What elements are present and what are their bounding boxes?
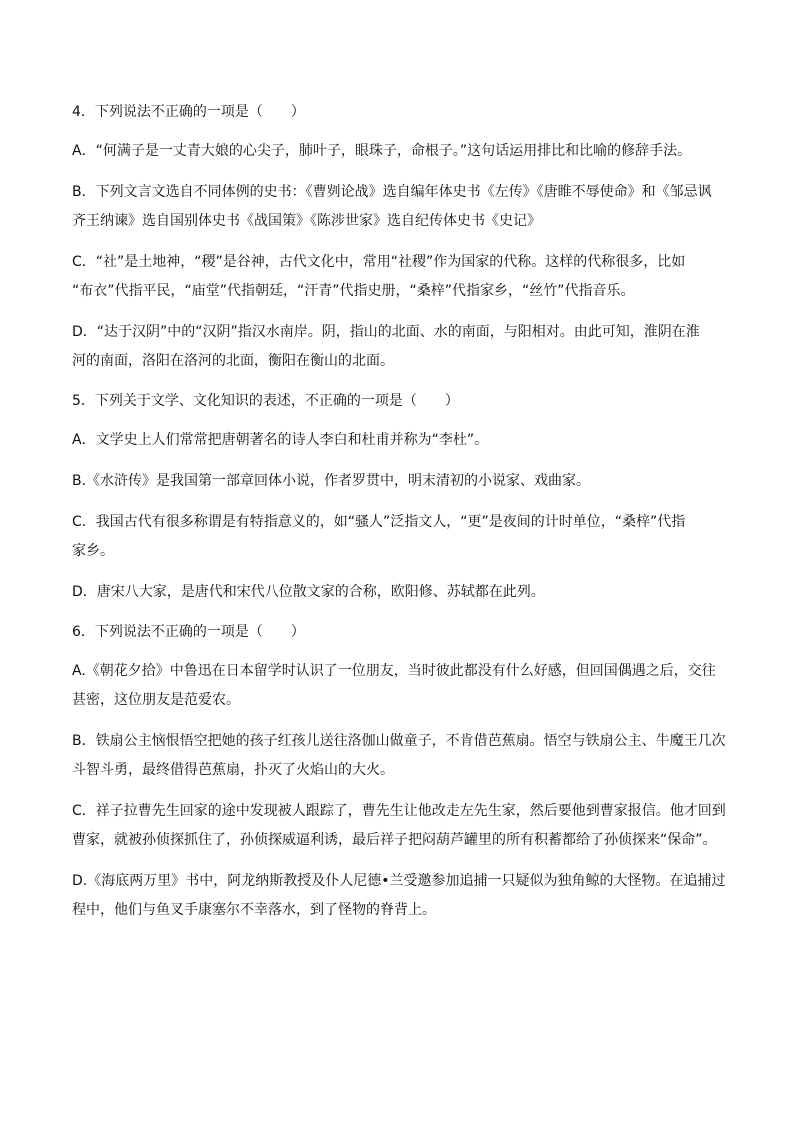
question-stem: 5．下列关于文学、文化知识的表述，不正确的一项是（ ） bbox=[72, 393, 459, 409]
option-d bbox=[72, 318, 724, 376]
option-b bbox=[72, 178, 724, 236]
option-line: 程中，他们与鱼叉手康塞尔不幸落水，到了怪物的脊背上。 bbox=[72, 902, 436, 918]
option-line: B.《水浒传》是我国第一部章回体小说，作者罗贯中，明末清初的小说家、戏曲家。 bbox=[72, 473, 591, 489]
option-line: D.《海底两万里》书中，阿龙纳斯教授及仆人尼德•兰受邀参加追捕一只疑似为独角鲸的大怪物。在追捕过 bbox=[72, 873, 726, 889]
option-line: C．“社”是土地神，“稷”是谷神，古代文化中，常用“社稷”作为国家的代称。这样的代称很多，比如 bbox=[72, 254, 686, 270]
option-c bbox=[72, 797, 724, 855]
option-line: C．祥子拉曹先生回家的途中发现被人跟踪了，曹先生让他改走左先生家，然后要他到曹家报信。他才回到 bbox=[72, 803, 726, 819]
option-line: 斗智斗勇，最终借得芭蕉扇，扑灭了火焰山的大火。 bbox=[72, 762, 394, 778]
option-line: 齐王纳谏》选自国别体史书《战国策》《陈涉世家》选自纪传体史书《史记》 bbox=[72, 213, 541, 229]
option-line: C．我国古代有很多称谓是有特指意义的，如“骚人”泛指文人，“更”是夜间的计时单位，“桑梓”代指 bbox=[72, 514, 686, 530]
option-line: B．下列文言文选自不同体例的史书：《曹刿论战》选自编年体史书《左传》《唐睢不辱使命》和《邹忌讽 bbox=[72, 184, 712, 200]
option-line: D．“达于汉阴”中的“汉阴”指汉水南岸。阴，指山的北面、水的南面，与阳相对。由此可知，淮阴在淮 bbox=[72, 324, 700, 340]
option-line: 曹家，就被孙侦探抓住了，孙侦探威逼利诱，最后祥子把闷葫芦罐里的所有积蓄都给了孙侦探来“保命”。 bbox=[72, 832, 717, 848]
option-line: A.《朝花夕拾》中鲁迅在日本留学时认识了一位朋友，当时彼此都没有什么好感，但回国偶遇之后，交往 bbox=[72, 663, 716, 679]
option-line: “布衣”代指平民，“庙堂”代指朝廷，“汗青”代指史册，“桑梓”代指家乡，“丝竹”代指音乐。 bbox=[72, 283, 635, 299]
question-4 bbox=[72, 99, 724, 376]
option-line: 家乡。 bbox=[72, 543, 114, 559]
document-page bbox=[72, 99, 724, 937]
question-5 bbox=[72, 388, 724, 607]
option-a bbox=[72, 657, 724, 715]
question-6 bbox=[72, 619, 724, 925]
option-line: 甚密，这位朋友是范爱农。 bbox=[72, 692, 240, 708]
option-line: 河的南面，洛阳在洛河的北面，衡阳在衡山的北面。 bbox=[72, 353, 394, 369]
option-d bbox=[72, 578, 724, 607]
option-b bbox=[72, 727, 724, 785]
option-c bbox=[72, 248, 724, 306]
option-d bbox=[72, 867, 724, 925]
option-line: A．文学史上人们常常把唐朝著名的诗人李白和杜甫并称为“李杜”。 bbox=[72, 432, 489, 448]
option-b bbox=[72, 467, 724, 496]
question-stem: 4．下列说法不正确的一项是（ ） bbox=[72, 104, 305, 120]
option-a bbox=[72, 137, 724, 166]
option-a bbox=[72, 426, 724, 455]
question-stem: 6．下列说法不正确的一项是（ ） bbox=[72, 624, 305, 640]
option-line: A．“何满子是一丈青大娘的心尖子，肺叶子，眼珠子，命根子。”这句话运用排比和比喻的修辞手法。 bbox=[72, 143, 692, 159]
option-line: D．唐宋八大家，是唐代和宋代八位散文家的合称，欧阳修、苏轼都在此列。 bbox=[72, 584, 545, 600]
option-line: B．铁扇公主恼恨悟空把她的孩子红孩儿送往洛伽山做童子，不肯借芭蕉扇。悟空与铁扇公主、牛魔王几次 bbox=[72, 733, 726, 749]
option-c bbox=[72, 508, 724, 566]
